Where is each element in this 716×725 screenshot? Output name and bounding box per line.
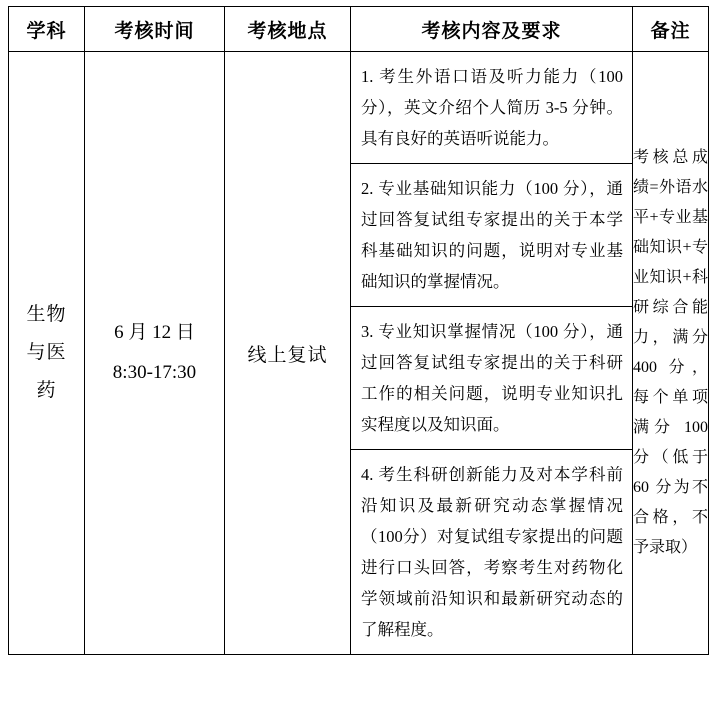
- table-header-row: [9, 7, 709, 52]
- cell-subject: [9, 52, 85, 655]
- header-exam-content: 考核内容及要求: [351, 7, 633, 52]
- cell-remark: 考核总成绩=外语水平+专业基础知识+专业知识+科研综合能力，满分 400 分，每个单项满分 100 分（低于 60 分为不合格，不予录取）: [633, 52, 709, 655]
- header-exam-time: 考核时间: [85, 7, 225, 52]
- content-list: [351, 52, 632, 654]
- content-item-4: 4. 考生科研创新能力及对本学科前沿知识及最新研究动态掌握情况（100分）对复试组专家提出的问题进行口头回答，考察考生对药物化学领域前沿知识和最新研究动态的了解程度。: [361, 465, 623, 639]
- subject-line-3: 药: [36, 380, 57, 401]
- subject-line-2: 与医: [26, 342, 67, 363]
- exam-date: 6 月 12 日: [114, 322, 195, 343]
- table-row: [9, 52, 709, 655]
- cell-exam-place: 线上复试: [225, 52, 351, 655]
- exam-hours: 8:30-17:30: [112, 362, 197, 383]
- header-subject: 学科: [9, 7, 85, 52]
- content-item-3: 3. 专业知识掌握情况（100 分），通过回答复试组专家提出的关于科研工作的相关问题，说明专业知识扎实程度以及知识面。: [351, 307, 632, 450]
- header-exam-place: 考核地点: [225, 7, 351, 52]
- header-remark: 备注: [633, 7, 709, 52]
- cell-exam-content: [351, 52, 633, 655]
- content-item-2: 2. 专业基础知识能力（100 分），通过回答复试组专家提出的关于本学科基础知识的问题，说明对专业基础知识的掌握情况。: [351, 164, 632, 307]
- exam-schedule-table: [8, 6, 709, 655]
- subject-line-1: 生物: [26, 304, 67, 325]
- table-header: [9, 7, 709, 52]
- content-item-1: 1. 考生外语口语及听力能力（100分），英文介绍个人简历 3-5 分钟。具有良好的英语听说能力。: [351, 52, 632, 164]
- cell-exam-time: [85, 52, 225, 655]
- table-body: [9, 52, 709, 655]
